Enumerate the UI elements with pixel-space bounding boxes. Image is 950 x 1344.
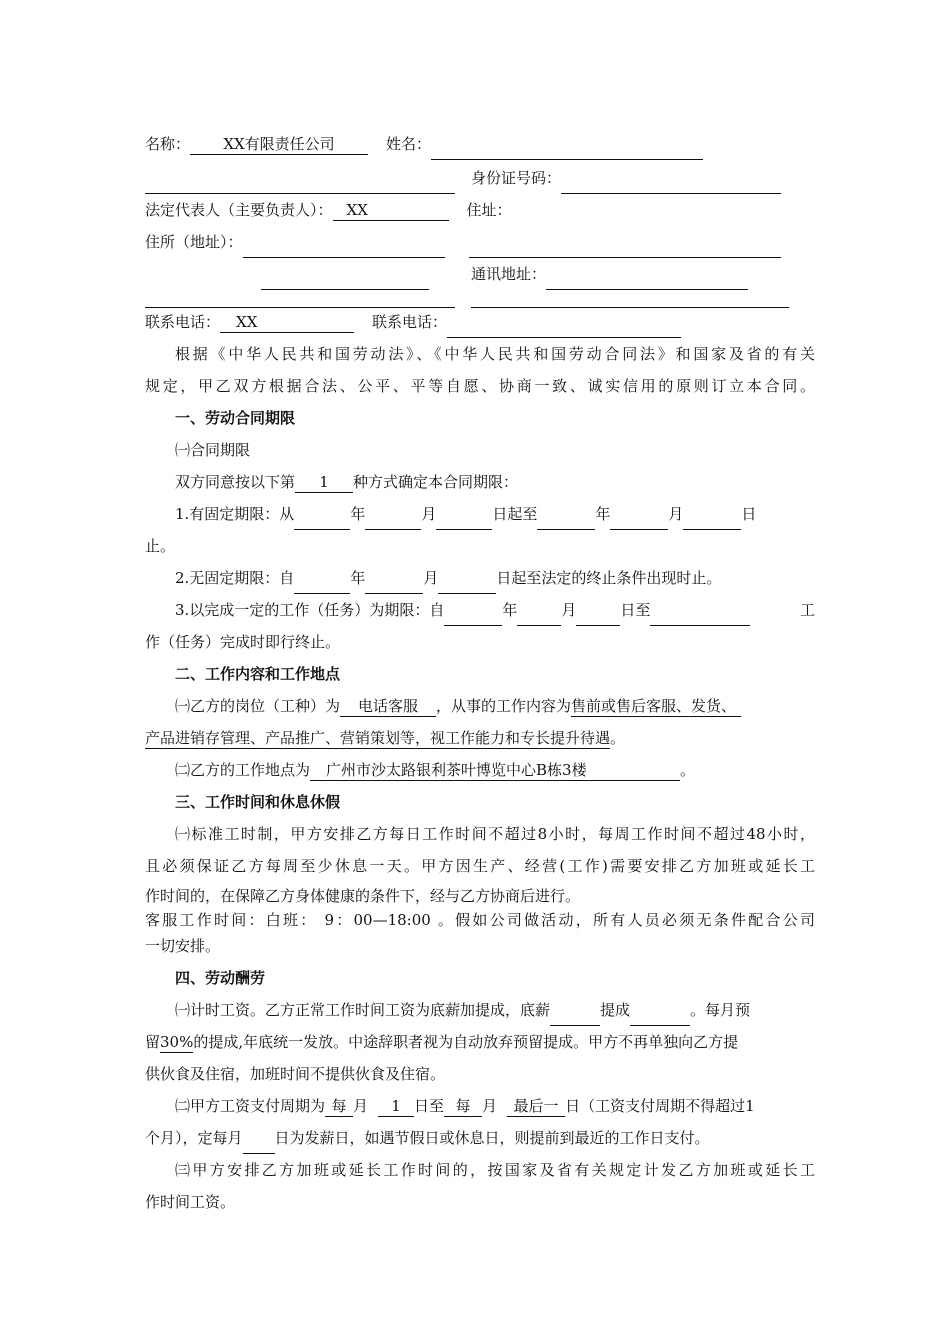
legal-rep-value: XX xyxy=(333,200,449,221)
pay-cycle-month-1: 月 xyxy=(353,1097,369,1115)
header-blank-row xyxy=(145,276,815,308)
pay-line-2-a: 留 xyxy=(145,1033,161,1051)
intro-line-1: 根据《中华人民共和国劳动法》、《中华人民共和国劳动合同法》和国家及省的有关 xyxy=(175,345,815,363)
legal-rep-label: 法定代表人（主要负责人）： xyxy=(145,201,333,219)
section-3-title: 三、工作时间和休息休假 xyxy=(175,793,341,811)
term-choice-suffix: 种方式确定本合同期限： xyxy=(353,473,519,491)
task-month-label: 月 xyxy=(561,601,577,619)
person-name-blank xyxy=(431,139,703,160)
pay-cycle-suffix: 日（工资支付周期不得超过1 xyxy=(565,1097,755,1115)
pay-cycle-v2: 1 xyxy=(378,1096,414,1117)
pay-line-1-b: 提成 xyxy=(600,1001,631,1019)
open-year-blank xyxy=(294,573,350,594)
fixed-term-stop: 止。 xyxy=(145,537,176,555)
fixed-start-year-blank xyxy=(294,509,350,530)
open-term-suffix: 日起至法定的终止条件出现时止。 xyxy=(496,569,722,587)
pay-para-line-2 xyxy=(145,1026,815,1058)
place-end: 。 xyxy=(680,761,696,779)
pay-cycle-line-2-b: 日为发薪日，如遇节假日或休息日，则提前到最近的工作日支付。 xyxy=(274,1129,710,1147)
id-number-blank xyxy=(561,173,781,194)
intro-line-2: 规定，甲乙双方根据合法、公平、平等自愿、协商一致、诚实信用的原则订立本合同。 xyxy=(145,377,815,395)
fixed-start-month-blank xyxy=(365,509,421,530)
task-day-blank xyxy=(576,605,620,626)
open-term-prefix: 2.无固定期限：自 xyxy=(175,569,295,587)
person-name-label: 姓名： xyxy=(386,135,432,153)
open-day-blank xyxy=(438,573,496,594)
term-choice-line xyxy=(175,466,815,498)
reserve-percent: 30% xyxy=(160,1033,194,1051)
header-name-row xyxy=(145,128,815,160)
fixed-month-label: 月 xyxy=(421,505,437,523)
content-period: 。 xyxy=(610,729,626,747)
phone-label-b: 联系电话： xyxy=(372,313,448,331)
task-year-blank xyxy=(444,605,502,626)
task-term-line xyxy=(175,594,815,626)
pay-cycle-day-to: 日至 xyxy=(414,1097,445,1115)
task-day-to-label: 日至 xyxy=(620,601,651,619)
pay-cycle-prefix: ㈡甲方工资支付周期为 xyxy=(175,1097,326,1115)
phone-blank-b xyxy=(447,317,681,338)
open-month-label: 月 xyxy=(423,569,439,587)
content-line-2 xyxy=(145,722,815,754)
fixed-year-label: 年 xyxy=(350,505,366,523)
task-term-prefix: 3.以完成一定的工作（任务）为期限：自 xyxy=(175,601,445,619)
company-name-value: XX有限责任公司 xyxy=(190,134,368,155)
fixed-term-prefix: 1.有固定期限：从 xyxy=(175,505,295,523)
section-2-title: 二、工作内容和工作地点 xyxy=(175,665,341,683)
company-blank xyxy=(145,173,455,194)
pay-line-1-c: 。每月预 xyxy=(690,1001,751,1019)
fixed-end-month-label: 月 xyxy=(668,505,684,523)
place-prefix: ㈡乙方的工作地点为 xyxy=(175,761,311,779)
content-label: ，从事的工作内容为 xyxy=(436,697,572,715)
hours-para-line-1: ㈠标准工时制，甲方安排乙方每日工作时间不超过8小时，每周工作时间不超过48小时， xyxy=(175,825,815,843)
section-1-title: 一、劳动合同期限 xyxy=(175,409,296,427)
open-month-blank xyxy=(365,573,423,594)
fixed-end-month-blank xyxy=(610,509,668,530)
header-phone-row xyxy=(145,306,815,338)
domicile-blank xyxy=(243,237,445,258)
fixed-day-from-label: 日起至 xyxy=(492,505,538,523)
phone-value-a: XX xyxy=(220,312,354,333)
open-year-label: 年 xyxy=(350,569,366,587)
hours-para-line-2: 且必须保证乙方每周至少休息一天。甲方因生产、经营(工作)需要安排乙方加班或延长工 xyxy=(145,857,815,875)
fixed-end-year-label: 年 xyxy=(595,505,611,523)
post-value: 电话客服 xyxy=(340,696,436,717)
pay-line-1-a: ㈠计时工资。乙方正常工作时间工资为底薪加提成，底薪 xyxy=(175,1001,551,1019)
pay-cycle-v1: 每 xyxy=(325,1096,353,1117)
post-prefix: ㈠乙方的岗位（工种）为 xyxy=(175,697,341,715)
overtime-line-2: 作时间工资。 xyxy=(145,1193,236,1211)
header-legal-rep-row xyxy=(145,194,815,226)
term-choice-prefix: 双方同意按以下第 xyxy=(175,473,296,491)
section-1-sub-1: ㈠合同期限 xyxy=(175,441,251,459)
fixed-end-year-blank xyxy=(537,509,595,530)
cs-hours-line-1: 客服工作时间：白班： 9：00—18:00 。假如公司做活动，所有人员必须无条件配合公司 xyxy=(145,911,815,929)
content-value-2: 产品进销存管理、产品推广、营销策划等，视工作能力和专长提升待遇 xyxy=(145,729,611,747)
address-blank xyxy=(469,237,781,258)
cs-hours-line-2: 一切安排。 xyxy=(145,937,221,955)
fixed-start-day-blank xyxy=(436,509,492,530)
fixed-end-day-label: 日 xyxy=(741,505,757,523)
content-value-1: 售前或售后客服、发货、 xyxy=(571,696,741,717)
blank-line-right xyxy=(471,287,789,308)
open-term-line xyxy=(175,562,815,594)
fixed-end-day-blank xyxy=(683,509,741,530)
pay-para-line-3: 供伙食及住宿，加班时间不提供伙食及住宿。 xyxy=(145,1065,446,1083)
task-description-blank xyxy=(650,605,750,626)
post-line xyxy=(175,690,815,722)
contact-address-label: 通讯地址： xyxy=(471,265,547,283)
pay-cycle-line-1 xyxy=(175,1090,815,1122)
task-gong: 工 xyxy=(799,601,815,619)
payday-blank xyxy=(243,1133,275,1154)
domicile-label: 住所（地址）： xyxy=(145,233,243,251)
place-value: 广州市沙太路银利茶叶博览中心B栋3楼 xyxy=(310,760,680,781)
pay-cycle-line-2 xyxy=(145,1122,815,1154)
pay-line-2-b: 的提成,年底统一发放。中途辞职者视为自动放弃预留提成。甲方不再单独向乙方提 xyxy=(193,1033,739,1051)
fixed-term-line xyxy=(175,498,815,530)
address-label: 住址： xyxy=(466,201,512,219)
pay-cycle-line-2-a: 个月），定每月 xyxy=(145,1129,243,1147)
task-year-label: 年 xyxy=(502,601,518,619)
section-4-title: 四、劳动酬劳 xyxy=(175,969,266,987)
commission-blank xyxy=(630,1005,690,1026)
term-choice-value: 1 xyxy=(295,472,353,493)
overtime-line-1: ㈢甲方安排乙方加班或延长工作时间的，按国家及省有关规定计发乙方加班或延长工 xyxy=(175,1161,815,1179)
name-label: 名称： xyxy=(145,135,191,153)
task-month-blank xyxy=(517,605,561,626)
task-term-end: 作（任务）完成时即行终止。 xyxy=(145,633,341,651)
pay-cycle-month-2: 月 xyxy=(482,1097,498,1115)
hours-para-line-3: 作时间的，在保障乙方身体健康的条件下，经与乙方协商后进行。 xyxy=(145,887,581,905)
pay-cycle-v3: 每 xyxy=(444,1096,482,1117)
phone-label-a: 联系电话： xyxy=(145,313,221,331)
pay-para-line-1 xyxy=(175,994,815,1026)
header-domicile-row xyxy=(145,226,815,258)
header-id-row xyxy=(145,162,815,194)
blank-line-left xyxy=(145,287,455,308)
id-label: 身份证号码： xyxy=(471,169,562,187)
base-salary-blank xyxy=(550,1005,600,1026)
place-line xyxy=(175,754,815,786)
pay-cycle-v4: 最后一 xyxy=(507,1096,565,1117)
